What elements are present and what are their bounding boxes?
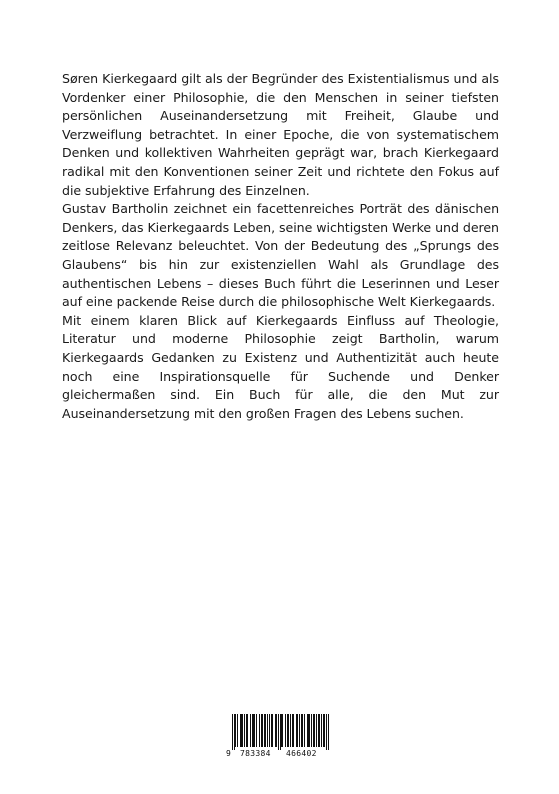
barcode-bar xyxy=(234,714,235,750)
barcode-bar xyxy=(308,714,309,747)
barcode-right-digits: 466402 xyxy=(286,749,317,758)
barcode-left-digits: 783384 xyxy=(240,749,271,758)
barcode-bar xyxy=(252,714,253,747)
barcode-bar xyxy=(271,714,272,747)
barcode-bar xyxy=(282,714,283,747)
barcode-bar xyxy=(318,714,319,747)
barcode-bar xyxy=(247,714,248,747)
barcode-bar xyxy=(250,714,251,747)
barcode-bar xyxy=(324,714,325,747)
barcode-bar xyxy=(313,714,314,747)
barcode-bar xyxy=(287,714,288,747)
barcode-bar xyxy=(254,714,255,747)
barcode-bar xyxy=(241,714,242,747)
blurb-paragraph-influence: Mit einem klaren Blick auf Kierkegaards Einfluss auf Theologie, Literatur und moderne Philosophie zeigt Bartholin, warum Kierkegaards Gedanken zu Existenz und Authentizität auch heute noch eine Inspirationsquelle für Suchende und Denker gleichermaßen sind. Ein Buch für alle, die den Mut zur Auseinandersetzung mit den großen Fragen des Lebens suchen. xyxy=(62,312,499,421)
barcode-bar xyxy=(302,714,303,747)
barcode-bar xyxy=(275,714,276,747)
barcode-lead-digit: 9 xyxy=(226,749,232,758)
barcode-bar xyxy=(285,714,286,747)
barcode-bar xyxy=(299,714,300,747)
barcode-bar xyxy=(259,714,260,747)
blurb-paragraph-intro: Søren Kierkegaard gilt als der Begründer des Existentialismus und als Vordenker einer Philosophie, die den Menschen in seiner tiefsten persönlichen Auseinandersetzung mit Freiheit, Glaube und Verzweiflung betrachtet. In einer Epoche, die von systematischem Denken und kollektiven Wahrheiten geprägt war, brach Kierkegaard radikal mit den Konventionen seiner Zeit und richtete den Fokus auf die subjektive Erfahrung des Einzelnen. xyxy=(62,71,499,198)
barcode-bar xyxy=(264,714,265,747)
barcode-bar xyxy=(246,714,247,747)
barcode-bar xyxy=(293,714,294,747)
barcode-bar xyxy=(235,714,236,747)
barcode-bar xyxy=(314,714,315,747)
barcode-bar xyxy=(262,714,263,747)
barcode-bar xyxy=(267,714,268,747)
barcode-bar xyxy=(281,714,282,747)
barcode-bar xyxy=(256,714,257,747)
barcode-bar xyxy=(265,714,266,747)
barcode-bar xyxy=(280,714,281,750)
barcode-bar xyxy=(261,714,262,747)
barcode-bar xyxy=(301,714,302,747)
barcode-bar xyxy=(296,714,297,747)
barcode-bar xyxy=(297,714,298,747)
barcode-bar xyxy=(276,714,277,747)
barcode-bar xyxy=(307,714,308,747)
barcode-bar xyxy=(253,714,254,747)
isbn-barcode xyxy=(226,712,338,762)
barcode-bar xyxy=(321,714,322,747)
barcode-bar xyxy=(237,714,238,747)
barcode-bar xyxy=(311,714,312,747)
barcode-bar xyxy=(326,714,327,750)
barcode-bar xyxy=(319,714,320,747)
barcode-bar xyxy=(244,714,245,747)
barcode-bars xyxy=(232,714,332,750)
barcode-bar xyxy=(309,714,310,747)
blurb-text xyxy=(62,70,499,423)
barcode-bar xyxy=(328,714,329,750)
barcode-bar xyxy=(304,714,305,747)
barcode-bar xyxy=(292,714,293,747)
barcode-bar xyxy=(316,714,317,747)
barcode-bar xyxy=(290,714,291,747)
barcode-bar xyxy=(288,714,289,747)
blurb-paragraph-portrait: Gustav Bartholin zeichnet ein facettenreiches Porträt des dänischen Denkers, das Kierkegaards Leben, seine wichtigsten Werke und deren zeitlose Relevanz beleuchtet. Von der Bedeutung des „Sprungs des Glaubens“ bis hin zur existenziellen Wahl als Grundlage des authentischen Lebens – dieses Buch führt die Leserinnen und Leser auf eine packende Reise durch die philosophische Welt Kierkegaards. xyxy=(62,201,499,310)
barcode-bar xyxy=(240,714,241,747)
barcode-bar xyxy=(278,714,279,750)
barcode-bar xyxy=(269,714,270,747)
barcode-bar xyxy=(272,714,273,747)
barcode-bar xyxy=(323,714,324,747)
barcode-bar xyxy=(232,714,233,750)
barcode-bar xyxy=(242,714,243,747)
